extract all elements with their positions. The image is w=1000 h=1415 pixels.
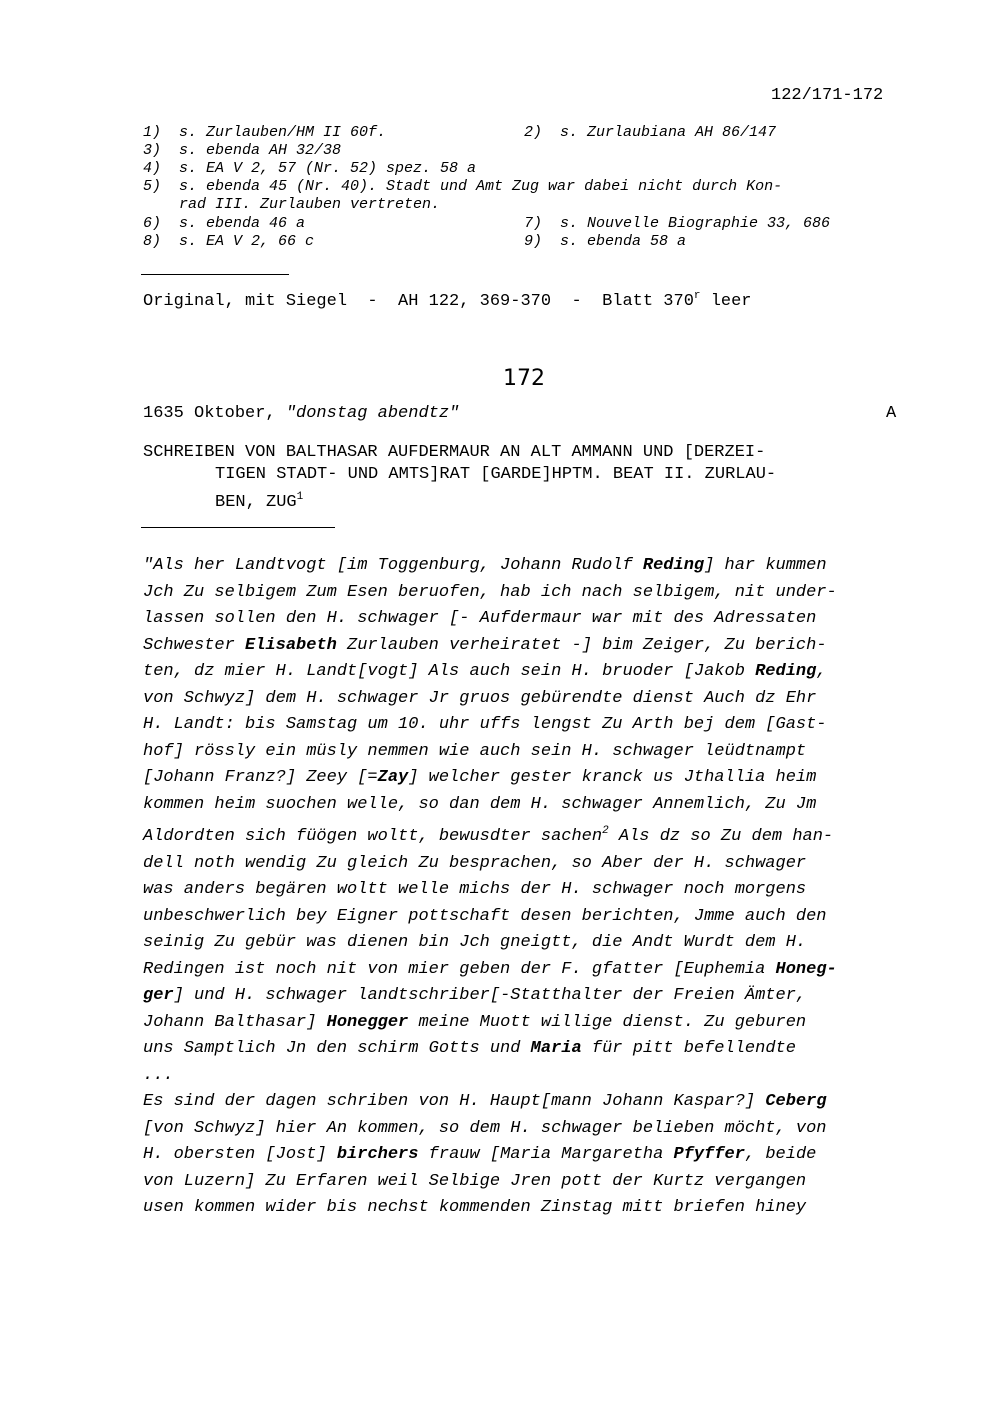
bold-name: Zay — [377, 768, 409, 787]
bold-name: Maria — [530, 1039, 582, 1058]
footnote-text: rad III. Zurlauben vertreten. — [179, 196, 441, 213]
body-text-segment: unbeschwerlich bey Eigner pottschaft desen berichten, Jmme auch den — [143, 906, 827, 926]
footnote-number: 9) — [524, 233, 543, 250]
heading-divider — [141, 527, 335, 528]
bold-name: Reding — [642, 556, 705, 575]
footnote-number: 8) — [143, 233, 162, 250]
footnote-9 — [143, 233, 314, 251]
footnote-text: s. EA V 2, 57 (Nr. 52) spez. 58 a — [179, 160, 477, 177]
bold-name: birchers — [336, 1145, 419, 1164]
body-text-segment: ] und H. schwager landtschriber[-Statthalter der Freien Ämter, — [173, 986, 807, 1005]
body-text-segment: [Johann Franz?] Zeey [= — [143, 768, 378, 787]
footnote-reference: 1 — [296, 491, 304, 503]
body-text-segment: von Luzern] Zu Erfaren weil Selbige Jren pott der Kurtz vergangen — [143, 1171, 807, 1191]
footnote-text: s. ebenda AH 32/38 — [179, 142, 342, 159]
original-note-suffix: leer — [700, 292, 752, 311]
footnote-text: s. ebenda 46 a — [179, 215, 306, 232]
footnote-text: s. Nouvelle Biographie 33, 686 — [560, 215, 831, 232]
body-line — [143, 633, 923, 660]
body-text-segment: "Als her Landtvogt [im Toggenburg, Johann Rudolf — [143, 556, 643, 575]
body-text-segment: lassen sollen den H. schwager [- Aufdermaur war mit des Adressaten — [143, 609, 817, 628]
body-text-segment: kommen heim suochen welle, so dan dem H. schwager Annemlich, Zu Jm — [143, 794, 817, 814]
original-note-text: Original, mit Siegel - AH 122, 369-370 - Blatt 370 — [143, 292, 694, 311]
body-line — [143, 1063, 923, 1090]
footnote-divider — [141, 274, 289, 275]
footnote-reference: 2 — [602, 825, 609, 837]
version-marker: A — [886, 404, 897, 423]
body-text-segment: Jch Zu selbigem Zum Esen beruofen, hab ich nach selbigem, nit under- — [143, 582, 837, 602]
body-text-segment: uns Samptlich Jn den schirm Gotts und — [143, 1039, 531, 1058]
body-text-segment: Redingen ist noch nit von mier geben der F. gfatter [Euphemia — [143, 959, 776, 979]
page-number: 122/171-172 — [771, 86, 884, 105]
body-text-segment: Als dz so Zu dem han- — [608, 827, 834, 846]
body-text-segment: seinig Zu gebür was dienen bin Jch gneigtt, die Andt Wurdt dem H. — [143, 933, 807, 952]
footnote-3 — [143, 142, 341, 160]
footnote-number: 7) — [524, 215, 543, 232]
footnote-number: 3) — [143, 142, 162, 159]
body-text-segment: Schwester — [143, 635, 246, 655]
original-note — [143, 290, 752, 311]
footnote-text: s. EA V 2, 66 c — [179, 233, 315, 250]
body-line — [143, 851, 923, 878]
body-text-segment: frauw [Maria Margaretha — [418, 1145, 674, 1164]
body-text-segment: von Schwyz] dem H. schwager Jr gruos gebürendte dienst Auch dz Ehr — [143, 688, 817, 708]
body-line — [143, 1195, 923, 1222]
date-text: 1635 Oktober, — [143, 404, 286, 423]
footnote-5 — [143, 178, 782, 196]
body-text-segment: ten, dz mier H. Landt[vogt] Als auch sein H. bruoder [Jakob — [143, 662, 756, 681]
body-text-segment: H. Landt: bis Samstag um 10. uhr uffs lengst Zu Arth bej dem [Gast- — [143, 715, 827, 734]
body-line — [143, 1036, 923, 1063]
body-text-segment: dell noth wendig Zu gleich Zu besprachen, so Aber der H. schwager — [143, 853, 807, 873]
body-line — [143, 792, 923, 819]
footnote-text: s. ebenda 58 a — [560, 233, 687, 250]
body-line — [143, 1010, 923, 1037]
footnote-number: 4) — [143, 160, 162, 177]
body-line — [143, 1142, 923, 1169]
body-text-segment: Johann Balthasar] — [143, 1012, 327, 1032]
footnote-text: s. Zurlauben/HM II 60f. — [179, 124, 387, 141]
date-line — [143, 404, 459, 423]
bold-name: Ceberg — [765, 1092, 827, 1111]
footnote-text: s. ebenda 45 (Nr. 40). Stadt und Amt Zug war dabei nicht durch Kon- — [179, 178, 783, 195]
footnote-1 — [143, 124, 386, 142]
body-text-segment: Zurlauben verheiratet -] bim Zeiger, Zu berich- — [336, 635, 827, 655]
body-line — [143, 765, 923, 792]
footnote-8 — [524, 215, 830, 233]
letter-body — [143, 553, 923, 1222]
document-heading — [143, 442, 776, 514]
body-line — [143, 1089, 923, 1116]
body-text-segment: ] welcher gester kranck us Jthallia heim — [408, 768, 817, 787]
document-number: 172 — [503, 366, 545, 391]
body-text-segment: hof] rössly ein müsly nemmen wie auch sein H. schwager leüdtnampt — [143, 741, 807, 761]
body-line — [143, 957, 923, 984]
footnote-number: 1) — [143, 124, 162, 141]
body-text-segment: [von Schwyz] hier An kommen, so dem H. schwager belieben möcht, von — [143, 1118, 827, 1138]
body-text-segment: ] har kummen — [704, 556, 827, 575]
body-line — [143, 580, 923, 607]
date-quote: "donstag abendtz" — [285, 404, 460, 423]
footnote-text: s. Zurlaubiana AH 86/147 — [560, 124, 777, 141]
body-text-segment: für pitt befellendte — [581, 1039, 796, 1058]
body-line — [143, 930, 923, 957]
bold-name: Honegger — [326, 1012, 409, 1032]
body-text-segment: ... — [143, 1065, 174, 1085]
bold-name: Pfyffer — [673, 1145, 745, 1164]
body-text-segment: Aldordten sich füögen woltt, bewusdter sachen — [143, 827, 603, 846]
bold-name: Elisabeth — [245, 635, 337, 655]
body-text-segment: Es sind der dagen schriben von H. Haupt[mann Johann Kaspar?] — [143, 1092, 766, 1111]
folio-superscript: r — [693, 290, 701, 302]
body-line — [143, 739, 923, 766]
body-text-segment: usen kommen wider bis nechst kommenden Zinstag mitt briefen hiney — [143, 1198, 807, 1217]
footnote-2 — [524, 124, 776, 142]
footnote-4 — [143, 160, 476, 178]
heading-line-1: SCHREIBEN VON BALTHASAR AUFDERMAUR AN ALT AMMANN UND [DERZEI- — [143, 443, 766, 462]
body-line — [143, 877, 923, 904]
body-line — [143, 1116, 923, 1143]
heading-line-2: TIGEN STADT- UND AMTS]RAT [GARDE]HPTM. BEAT II. ZURLAU- — [215, 465, 777, 484]
body-line — [143, 659, 923, 686]
body-line — [143, 606, 923, 633]
footnote-7 — [143, 215, 305, 233]
body-line — [143, 712, 923, 739]
footnote-number: 2) — [524, 124, 543, 141]
body-line — [143, 983, 923, 1010]
bold-name: ger — [143, 986, 174, 1005]
bold-name: Honeg- — [775, 959, 837, 979]
footnote-10 — [524, 233, 686, 251]
bold-name: Reding — [755, 662, 817, 681]
body-text-segment: , — [816, 662, 827, 681]
footnote-number: 5) — [143, 178, 162, 195]
footnote-number: 6) — [143, 215, 162, 232]
footnote-6 — [143, 196, 440, 214]
body-text-segment: meine Muott willige dienst. Zu geburen — [408, 1012, 807, 1032]
body-line — [143, 1169, 923, 1196]
body-text-segment: , beide — [744, 1145, 817, 1164]
body-line — [143, 553, 923, 580]
body-line — [143, 904, 923, 931]
body-line — [143, 686, 923, 713]
body-text-segment: was anders begären woltt welle michs der H. schwager noch morgens — [143, 880, 807, 899]
heading-line-3 — [143, 486, 776, 514]
body-text-segment: H. obersten [Jost] — [143, 1145, 337, 1164]
heading-line-3-text: BEN, ZUG — [215, 493, 297, 512]
body-line — [143, 818, 923, 851]
